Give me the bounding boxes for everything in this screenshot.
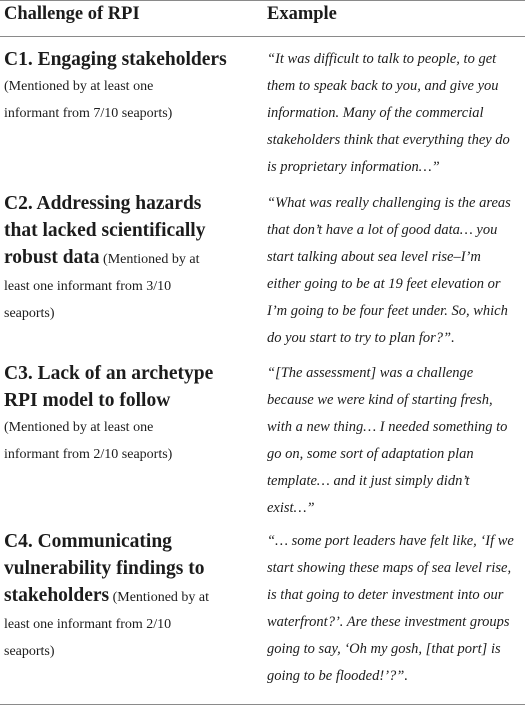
column-header-challenge: Challenge of RPI [4, 4, 140, 24]
challenge-note: (Mentioned by at least one informant from 7/10 seaports) [4, 79, 173, 121]
challenge-title: C1. Engaging stakeholders [4, 49, 227, 70]
example-quote: “It was difficult to talk to people, to get them to speak back to you, and give you information. Many of the commercial stakeholders think that everything they do is proprietary information…” [267, 51, 510, 175]
challenge-note: least one informant from 2/10 seaports) [4, 617, 172, 659]
challenge-title: C2. Addressing hazards that lacked scientifically robust data [4, 193, 206, 268]
table-bottom-rule [0, 704, 525, 705]
challenge-cell [4, 360, 244, 468]
column-header-example: Example [267, 4, 337, 24]
challenge-note: least one informant from 3/10 seaports) [4, 279, 172, 321]
challenge-title: C4. Communicating vulnerability findings to stakeholders [4, 531, 205, 606]
challenge-cell [4, 190, 244, 327]
example-quote: “What was really challenging is the areas that don’t have a lot of good data… you start talking about sea level rise–I’m either going to be at 19 feet elevation or I’m going to be four feet under. So, which do you start to try to plan for?”. [267, 195, 511, 346]
example-quote: “… some port leaders have felt like, ‘If we start showing these maps of sea level rise, is that going to deter investment into our waterfront?’. Are these investment groups going to say, ‘Oh my gosh, [that port] is going to be flooded!’?”. [267, 533, 514, 684]
challenge-title: C3. Lack of an archetype RPI model to follow [4, 363, 214, 411]
example-quote: “[The assessment] was a challenge because we were kind of starting fresh, with a new thing… I needed something to go on, some sort of adaptation plan template… and it just simply didn’t exist…” [267, 365, 508, 516]
challenge-note-inline: (Mentioned by at [99, 252, 200, 267]
challenge-note-inline: (Mentioned by at [109, 590, 210, 605]
table-header-row [0, 0, 525, 36]
challenge-cell [4, 46, 244, 127]
header-bottom-rule [0, 36, 525, 37]
challenge-note: (Mentioned by at least one informant from 2/10 seaports) [4, 420, 173, 462]
challenge-cell [4, 528, 244, 665]
